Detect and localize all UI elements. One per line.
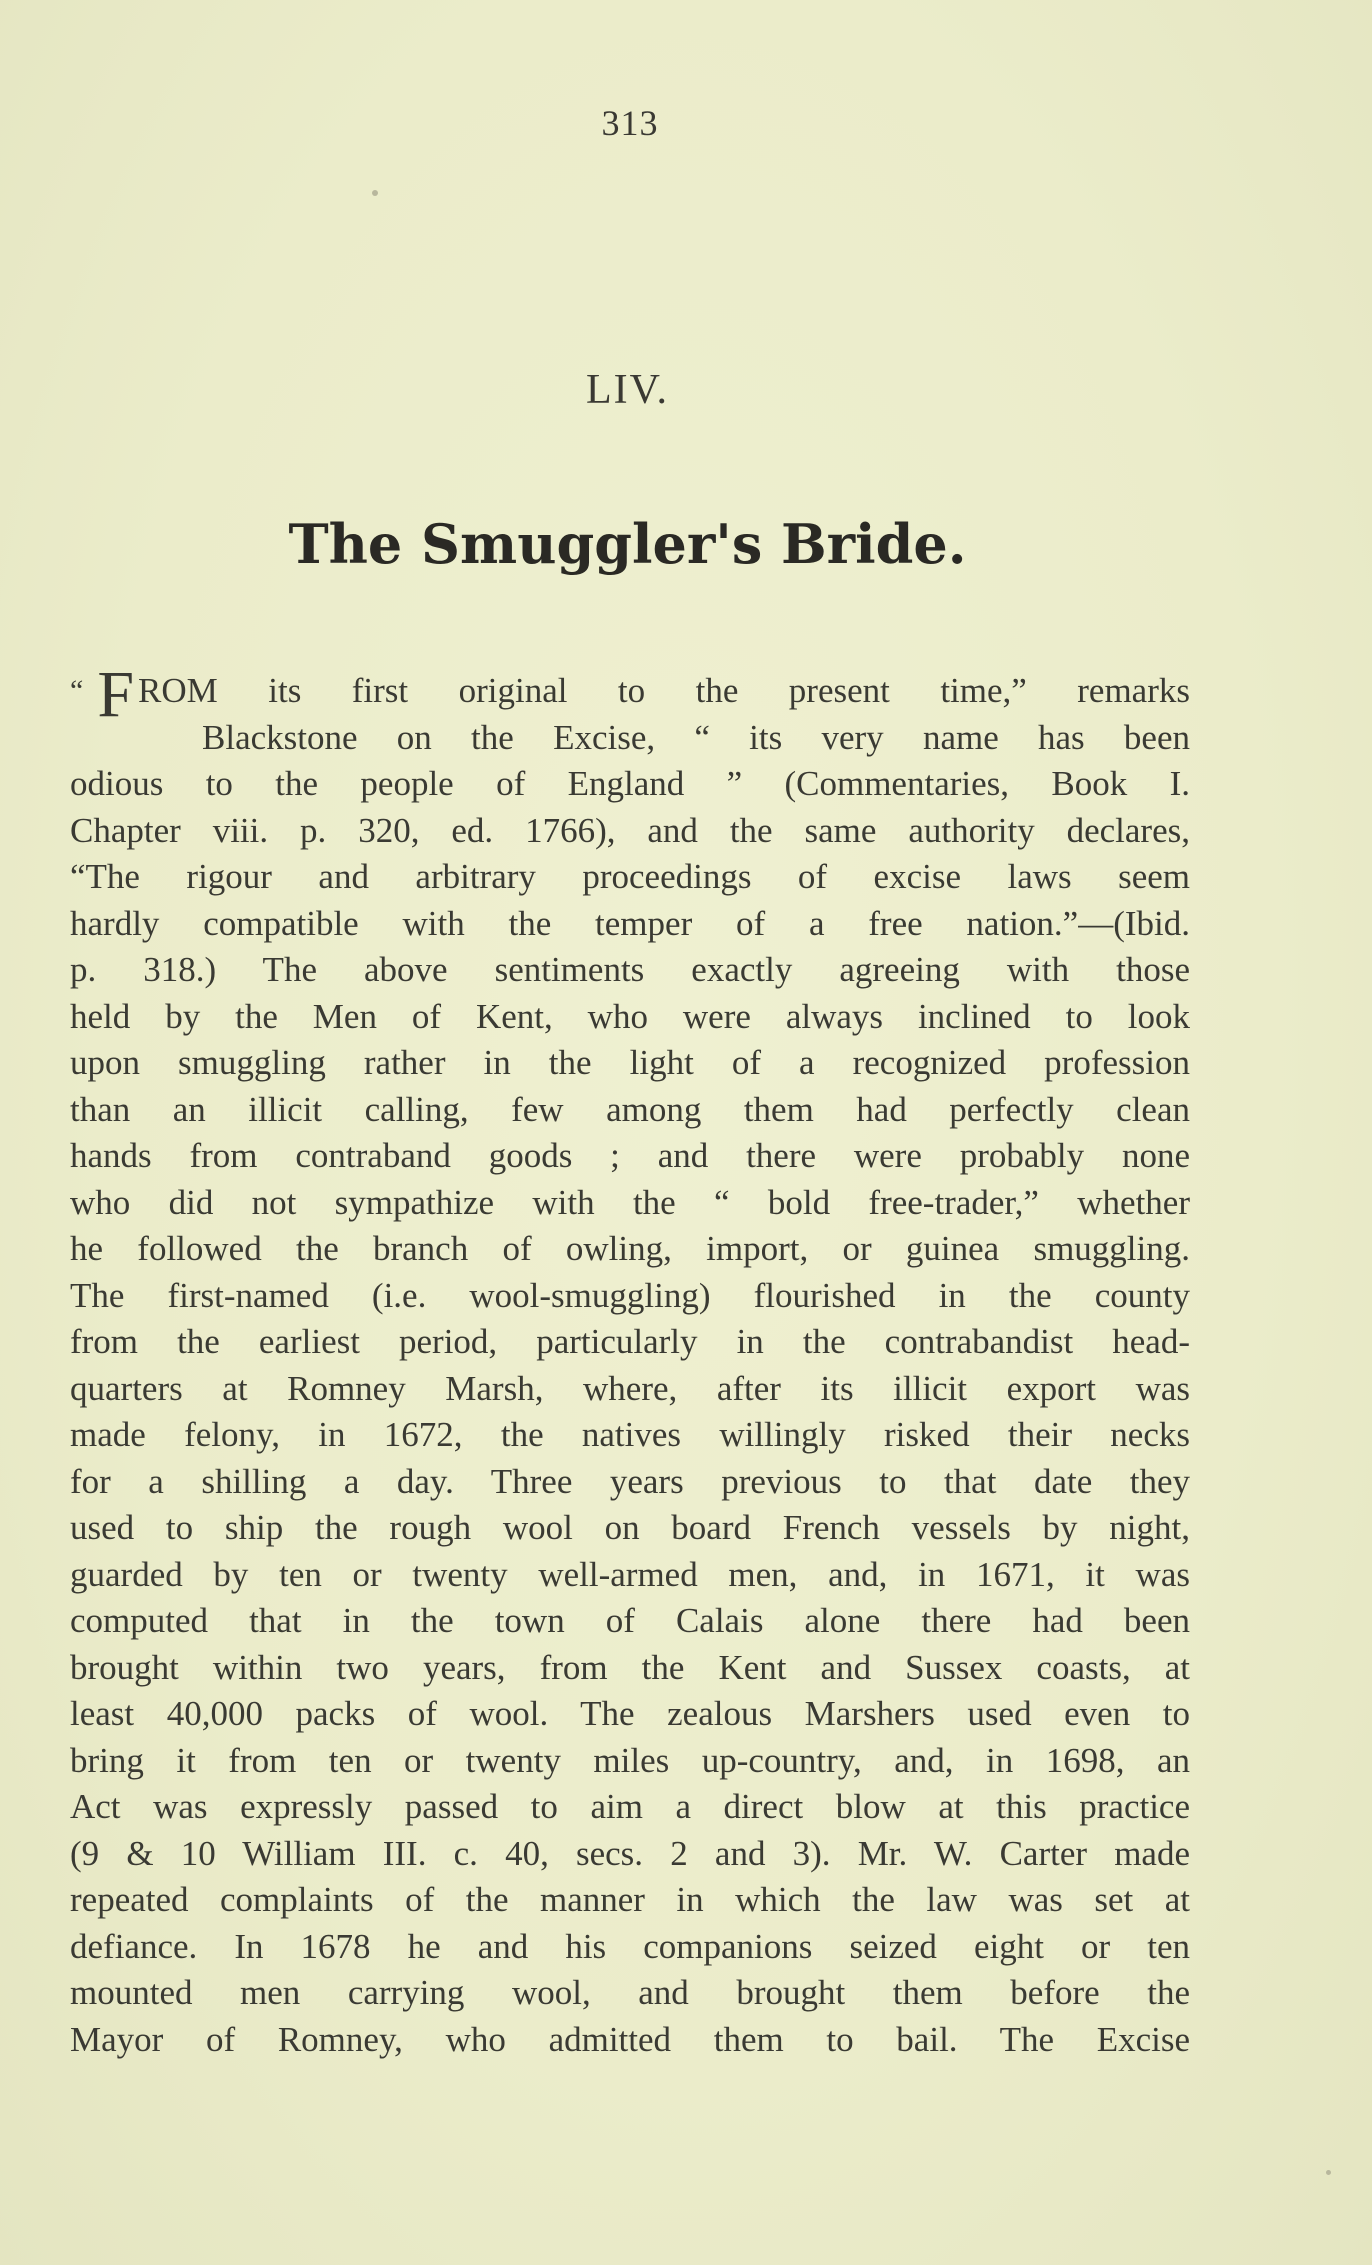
text-line: (9 & 10 William III. c. 40, secs. 2 and 3). Mr. W. Carter made [70,1833,1190,1873]
text-line: odious to the people of England ” (Commentaries, Book I. [70,764,1190,803]
text-line: Chapter viii. p. 320, ed. 1766), and the same authority declares, [70,810,1190,850]
text-line: defiance. In 1678 he and his companions seized eight or ten [70,1926,1190,1966]
text-line: than an illicit calling, few among them had perfectly clean [70,1089,1190,1129]
chapter-title: The Smuggler's Bride. [288,512,967,576]
text-line: used to ship the rough wool on board French vessels by night, [70,1508,1190,1547]
text-line: computed that in the town of Calais alone there had been [70,1601,1190,1640]
text-line: who did not sympathize with the “ bold free-trader,” whether [70,1182,1190,1222]
text-line: ROM its first original to the present time,” remarks [138,671,1190,710]
text-line: held by the Men of Kent, who were always inclined to look [70,996,1190,1036]
chapter-number: LIV. [585,367,670,413]
text-line: The first-named (i.e. wool-smuggling) flourished in the county [70,1275,1190,1315]
text-line: from the earliest period, particularly in the contrabandist head- [70,1322,1190,1361]
text-line: guarded by ten or twenty well-armed men, and, in 1671, it was [70,1554,1190,1594]
text-line: brought within two years, from the Kent and Sussex coasts, at [70,1647,1190,1687]
page-number: 313 [601,103,659,143]
text-line: p. 318.) The above sentiments exactly agreeing with those [70,950,1190,989]
text-line: mounted men carrying wool, and brought them before the [70,1973,1190,2012]
paper-speck [1326,2170,1331,2175]
paper-speck [372,190,378,196]
text-line-first [70,658,1190,731]
text-line: for a shilling a day. Three years previous to that date they [70,1461,1190,1501]
text-line: upon smuggling rather in the light of a recognized profession [70,1043,1190,1082]
drop-cap: F [97,658,135,731]
text-line: repeated complaints of the manner in which the law was set at [70,1880,1190,1919]
text-line: made felony, in 1672, the natives willingly risked their necks [70,1415,1190,1454]
text-line: Blackstone on the Excise, “ its very name has been [202,717,1190,757]
text-line: Mayor of Romney, who admitted them to bail. The Excise [70,2019,1190,2059]
text-line: bring it from ten or twenty miles up-country, and, in 1698, an [70,1740,1190,1780]
text-line: hands from contraband goods ; and there were probably none [70,1136,1190,1175]
opening-quote: “ [70,674,82,707]
text-line: Act was expressly passed to aim a direct blow at this practice [70,1787,1190,1826]
text-line: he followed the branch of owling, import, or guinea smuggling. [70,1229,1190,1268]
body-text [70,658,1190,2063]
text-line: “The rigour and arbitrary proceedings of excise laws seem [70,857,1190,896]
text-line: hardly compatible with the temper of a free nation.”—(Ibid. [70,903,1190,943]
text-line: quarters at Romney Marsh, where, after its illicit export was [70,1368,1190,1408]
text-line: least 40,000 packs of wool. The zealous Marshers used even to [70,1694,1190,1733]
